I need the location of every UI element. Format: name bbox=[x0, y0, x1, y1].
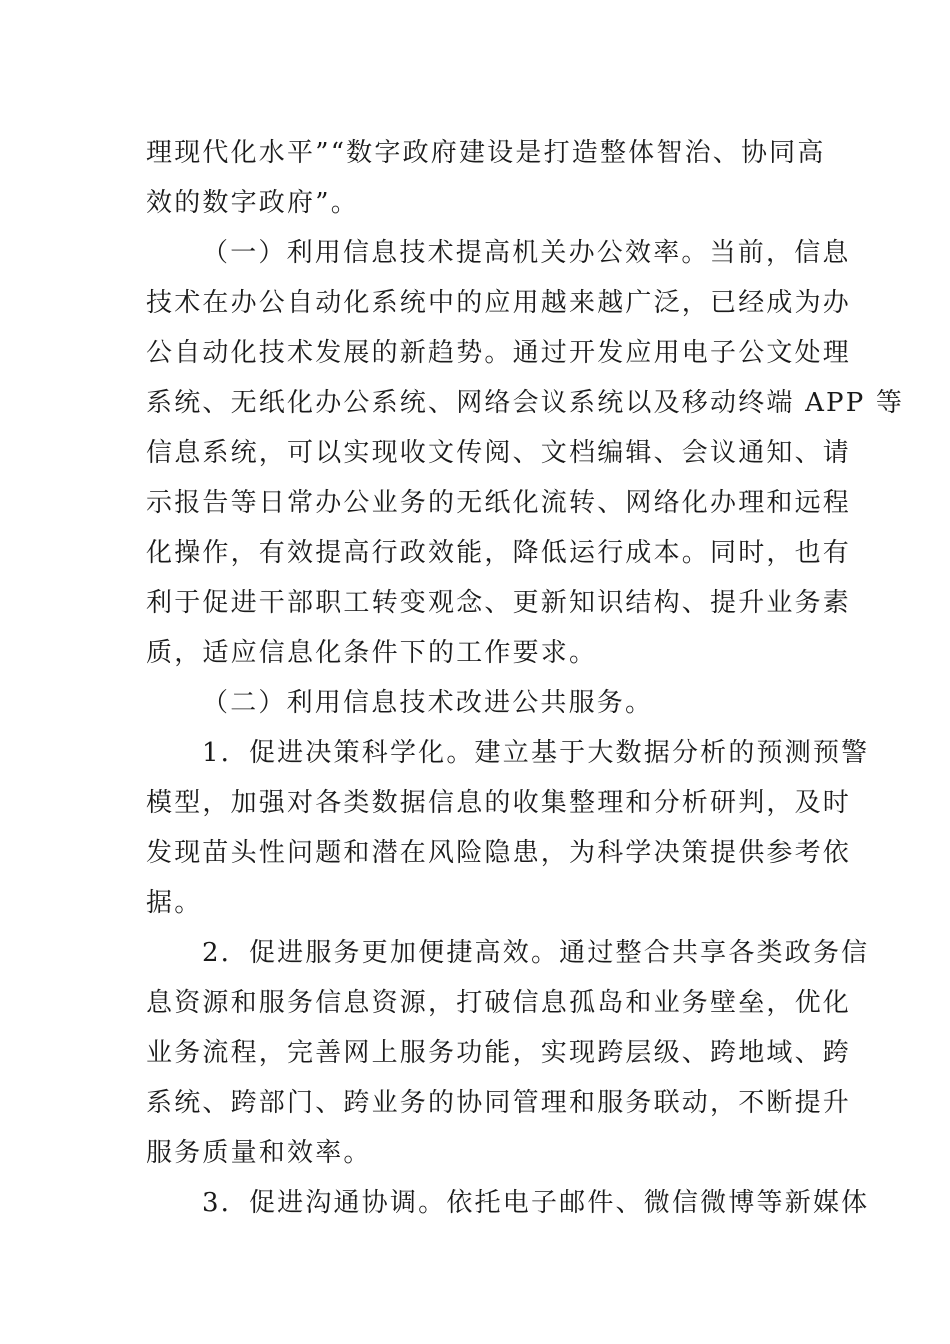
paragraph-intro-tail bbox=[146, 128, 826, 228]
text-line: 业务流程，完善网上服务功能，实现跨层级、跨地域、跨 bbox=[146, 1038, 852, 1068]
text-line: 发现苗头性问题和潜在风险隐患，为科学决策提供参考依 bbox=[146, 838, 852, 868]
text-line: 2．促进服务更加便捷高效。通过整合共享各类政务信 bbox=[202, 938, 870, 968]
text-line: 1．促进决策科学化。建立基于大数据分析的预测预警 bbox=[202, 738, 870, 768]
document-body bbox=[146, 128, 905, 1228]
text-line: 据。 bbox=[146, 888, 203, 918]
text-line: 系统、无纸化办公系统、网络会议系统以及移动终端 APP 等 bbox=[146, 388, 905, 418]
text-line: 公自动化技术发展的新趋势。通过开发应用电子公文处理 bbox=[146, 338, 852, 368]
text-line: （一）利用信息技术提高机关办公效率。当前，信息 bbox=[202, 238, 851, 268]
text-line: 系统、跨部门、跨业务的协同管理和服务联动，不断提升 bbox=[146, 1088, 852, 1118]
text-line: 息资源和服务信息资源，打破信息孤岛和业务壁垒，优化 bbox=[146, 988, 852, 1018]
text-line: 效的数字政府”。 bbox=[146, 188, 359, 218]
text-line: 化操作，有效提高行政效能，降低运行成本。同时，也有 bbox=[146, 538, 852, 568]
text-line: 质，适应信息化条件下的工作要求。 bbox=[146, 638, 598, 668]
section-heading: （二）利用信息技术改进公共服务。 bbox=[202, 688, 654, 718]
paragraph-item-1 bbox=[146, 728, 870, 928]
text-line: 模型，加强对各类数据信息的收集整理和分析研判，及时 bbox=[146, 788, 852, 818]
text-line: 信息系统，可以实现收文传阅、文档编辑、会议通知、请 bbox=[146, 438, 852, 468]
paragraph-section-1 bbox=[146, 228, 905, 678]
text-line: 示报告等日常办公业务的无纸化流转、网络化办理和远程 bbox=[146, 488, 852, 518]
text-line: 利于促进干部职工转变观念、更新知识结构、提升业务素 bbox=[146, 588, 852, 618]
paragraph-section-2 bbox=[146, 678, 808, 728]
text-line: 技术在办公自动化系统中的应用越来越广泛，已经成为办 bbox=[146, 288, 852, 318]
text-line: 服务质量和效率。 bbox=[146, 1138, 372, 1168]
paragraph-item-3 bbox=[146, 1178, 870, 1228]
text-line: 3．促进沟通协调。依托电子邮件、微信微博等新媒体 bbox=[202, 1188, 870, 1218]
text-line: 理现代化水平”“数字政府建设是打造整体智治、协同高 bbox=[146, 138, 826, 168]
paragraph-item-2 bbox=[146, 928, 870, 1178]
